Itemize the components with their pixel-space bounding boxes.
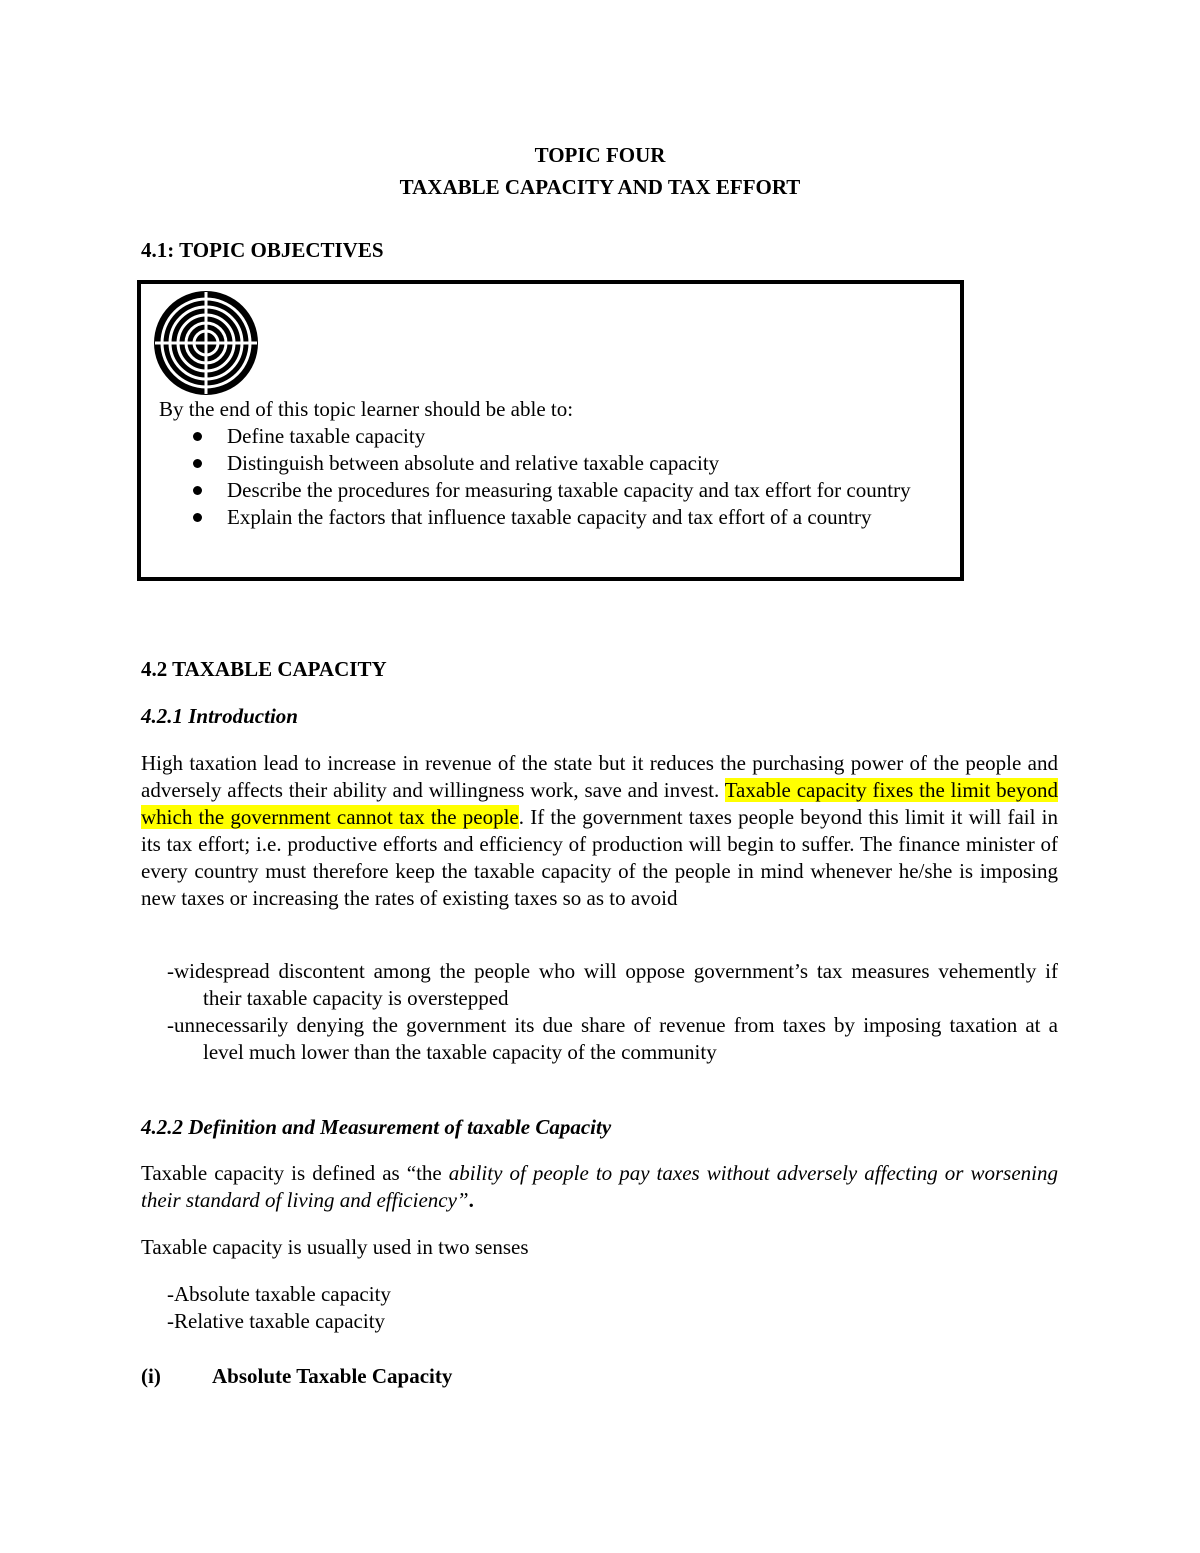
objectives-list-wrapper xyxy=(159,396,956,531)
bullet-icon xyxy=(193,432,202,441)
senses-intro: Taxable capacity is usually used in two senses xyxy=(141,1235,529,1259)
objective-item: Explain the factors that influence taxable capacity and tax effort of a country xyxy=(159,504,956,531)
section-heading-taxable-capacity: 4.2 TAXABLE CAPACITY xyxy=(141,657,387,681)
objectives-heading: 4.1: TOPIC OBJECTIVES xyxy=(141,238,384,262)
topic-title: TAXABLE CAPACITY AND TAX EFFORT xyxy=(399,175,801,199)
objectives-intro: By the end of this topic learner should be able to: xyxy=(159,397,574,421)
avoid-item: -widespread discontent among the people who will oppose government’s tax measures vehemently if their taxable capacity is overstepped xyxy=(167,959,1058,1010)
objectives-box xyxy=(137,280,964,581)
subsection-heading-definition: 4.2.2 Definition and Measurement of taxable Capacity xyxy=(141,1115,612,1139)
sense-item: -Absolute taxable capacity xyxy=(167,1282,391,1306)
subheading-absolute-taxable-capacity: Absolute Taxable Capacity xyxy=(212,1364,453,1388)
topic-number: TOPIC FOUR xyxy=(534,143,666,167)
bullet-icon xyxy=(193,513,202,522)
objective-item: Describe the procedures for measuring taxable capacity and tax effort for country xyxy=(159,477,956,504)
definition-paragraph: Taxable capacity is defined as “the ability of people to pay taxes without adversely affecting or worsening their standard of living and efficiency”. xyxy=(141,1161,1059,1212)
introduction-paragraph: High taxation lead to increase in revenue of the state but it reduces the purchasing power of the people and adversely affects their ability and willingness work, save and invest. Taxable capacity fixes the limit beyond which the government cannot tax the people. If the government taxes people beyond this limit it will fail in its tax effort; i.e. productive efforts and efficiency of production will begin to suffer. The finance minister of every country must therefore keep the taxable capacity of the people in mind whenever he/she is imposing new taxes or increasing the rates of existing taxes so as to avoid xyxy=(141,751,1059,910)
bullet-icon xyxy=(193,486,202,495)
objective-item: Define taxable capacity xyxy=(159,423,956,450)
avoid-item: -unnecessarily denying the government its due share of revenue from taxes by imposing taxation at a level much lower than the taxable capacity of the community xyxy=(167,1013,1058,1064)
subheading-label-i: (i) xyxy=(141,1364,161,1388)
highlighted-text: Taxable capacity fixes the limit beyond which the government cannot tax the people xyxy=(141,778,1058,829)
target-icon xyxy=(153,290,259,396)
subsection-heading-introduction: 4.2.1 Introduction xyxy=(141,704,298,728)
sense-item: -Relative taxable capacity xyxy=(167,1309,386,1333)
objective-item: Distinguish between absolute and relative taxable capacity xyxy=(159,450,956,477)
definition-quote: ability of people to pay taxes without adversely affecting or worsening their standard of living and efficiency” xyxy=(141,1161,1059,1212)
bullet-icon xyxy=(193,459,202,468)
objectives-list xyxy=(159,423,956,531)
avoid-list xyxy=(167,958,1058,1066)
